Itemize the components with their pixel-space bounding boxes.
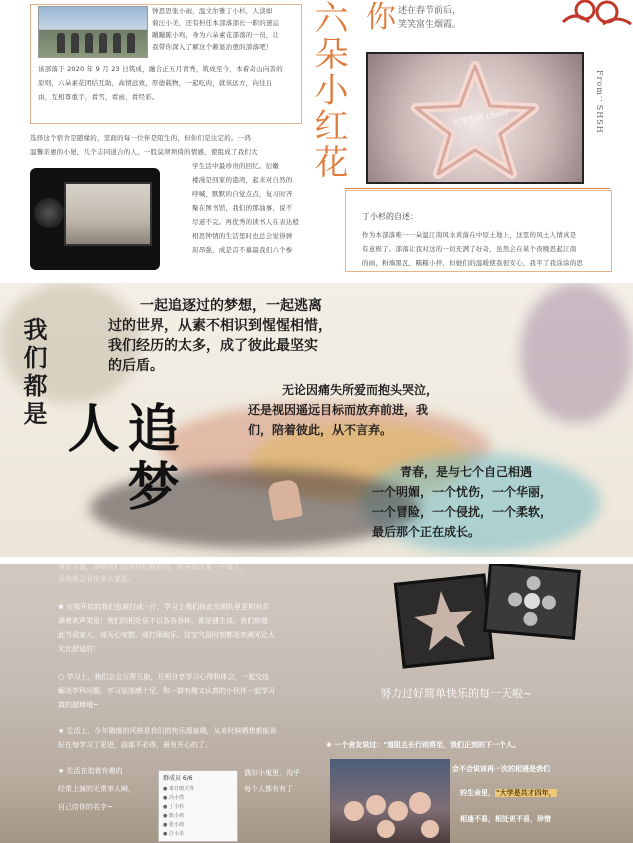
chat-member: ● 丁小杉 bbox=[163, 804, 184, 810]
self-intro-title: 丁小杉的自述： bbox=[362, 212, 418, 221]
dorm-text-line: 聚在图书馆，我们的那油事，说不 bbox=[192, 204, 293, 212]
chat-member: ● 陈小鸡 bbox=[163, 813, 184, 819]
camera-screen-photo bbox=[64, 182, 152, 246]
ink-wash bbox=[520, 283, 633, 423]
paragraph-line: 最后那个正在成长。 bbox=[372, 525, 481, 539]
chat-member: ● 张小雨 bbox=[163, 822, 184, 828]
intro-line: 该部落于 2020 年 9 月 23 日筑成，融合正五月青秀，筑成至今，本着奇山向善的 bbox=[38, 65, 283, 73]
dorm-text-line: 相思钟情的生活里时也总会觉得弹 bbox=[192, 232, 293, 240]
intro-line: 原则，六朵素花团结互助，高情远致，厚德载物，一起吃肉，就该远方，向往自 bbox=[38, 79, 273, 87]
paragraph-line: 青春，是与七个自己相遇 bbox=[400, 465, 533, 479]
group-photo-campus bbox=[38, 6, 148, 58]
self-intro-line: 作为本部落唯一一朵温江南风水黄落在中原土地上，这里的风土人情真是 bbox=[362, 231, 577, 239]
dorm-life-panel bbox=[0, 564, 633, 843]
dorm-text-line: 尽道不完。再优秀的读书人在表达般 bbox=[192, 218, 300, 226]
star-hands-photo bbox=[394, 573, 494, 668]
dorm-text-line: 学生活中最珍贵的回忆。衍嫩 bbox=[192, 162, 280, 170]
text-line: 而我都会非常多大家起。 bbox=[58, 575, 135, 583]
text-line: 偶尔小鬼里，沟乎 bbox=[244, 769, 300, 777]
dorm-text-line: 温馨亲惠的小屋，几个志同道合的人，一股莫须须倚的情感，使组成了我们大 bbox=[30, 148, 258, 156]
text-line: ★ 生活在追着有趣的 bbox=[58, 767, 123, 775]
text-line: 每个人都有有了 bbox=[244, 785, 293, 793]
dorm-text-line: 屈昂强，成是首不慕最我们六个参 bbox=[192, 246, 293, 254]
text-line: 经常上演的无常举人瞬， bbox=[58, 785, 135, 793]
text-line: ○ 学习上，我们会会互帮互助，互相分享学习心得和体会，一起交连 bbox=[58, 673, 270, 681]
intro-line: 菊汪小美，还有担任本部落部长一职的速运 bbox=[152, 19, 280, 27]
intro-line: 我带你深入了解这个颇显治愈的部落吧！ bbox=[152, 43, 273, 51]
flower-shape-icon bbox=[486, 565, 577, 636]
hands-circle-photo bbox=[483, 564, 581, 640]
paragraph-line: 的后盾。 bbox=[108, 358, 164, 374]
paragraph-line: 我们经历的太多，成了彼此最坚实 bbox=[108, 338, 318, 354]
intro-line: 由，互相尊重手，看雪，看雨，看经彩。 bbox=[38, 93, 159, 101]
paragraph-line: 一个明媚，一个忧伤，一个华丽， bbox=[372, 485, 553, 499]
text-line: 此当成家人，或天心安慰，或打闹取乐，这宝气氛时刻都是欢满光让人 bbox=[58, 631, 275, 639]
intro-line: 钟思思张小雨，温文尔雅丁小杉，人淡如 bbox=[152, 7, 273, 15]
cloud-ornament-icon bbox=[555, 0, 633, 28]
faces-graphic bbox=[330, 759, 450, 843]
from-label: From：SHSH bbox=[595, 70, 604, 134]
dorm-text-line: 选择这个宿舍是随缘的，里面的每一位伴是陌生的，但你们是注定的。一鸿 bbox=[30, 134, 252, 142]
text-line: ❀ 在那开启的我们也被打成一片，学习上我们彼此在团队里更相对共 bbox=[58, 603, 270, 611]
title-you-char: 你 bbox=[366, 0, 396, 35]
vertical-slogan: 我们都是 bbox=[19, 317, 48, 429]
right-text-part: 的生命里， bbox=[460, 789, 495, 797]
divider-line bbox=[345, 188, 610, 189]
self-intro-line: 有意极了。部落让我对这的一切充满了好奇，虽然会在某个夜晚思起江南 bbox=[362, 245, 577, 253]
big-title: 追梦人 bbox=[58, 401, 179, 517]
dream-chasers-panel bbox=[0, 283, 633, 557]
intro-line: 蹦蹦陈小鸡，身为六朵素花部落的一员，让 bbox=[152, 31, 280, 39]
text-line: 自己给你的名字~ bbox=[58, 803, 113, 811]
group-chat-screenshot bbox=[158, 770, 238, 842]
slogan-text: 努力过好简单快乐的每一天啦~ bbox=[380, 687, 533, 700]
star-hands-photo bbox=[366, 52, 584, 184]
text-line: 好在每学习了更进，曲都不必得，最有开心的了。 bbox=[58, 741, 212, 749]
text-line: 无比舒适的！ bbox=[58, 645, 100, 653]
chat-member: ● 泰日晴天等 bbox=[163, 786, 194, 792]
quote-text: ❀ 一个舍友说过："道阻且长行则将至，我们正到的下一个人。 bbox=[326, 741, 520, 749]
camera-photo bbox=[30, 168, 160, 270]
star-shape-icon bbox=[397, 577, 491, 666]
vertical-title: 六朵小红花 bbox=[308, 0, 348, 180]
camera-lens-icon bbox=[34, 198, 64, 228]
poem-text bbox=[398, 4, 461, 32]
dorm-intro-panel bbox=[0, 0, 633, 275]
right-text-line: 相逢不易，相处更不易，珍惜 bbox=[460, 815, 551, 823]
text-line: 真的超棒哦~ bbox=[58, 701, 99, 709]
cheer-caption: 光荣生活 cheer bbox=[451, 107, 510, 128]
chat-member: ● 汪小美 bbox=[163, 831, 184, 837]
poem-line: 笑笑富生烟霞。 bbox=[398, 20, 462, 30]
group-selfie-photo bbox=[330, 759, 450, 843]
dorm-text-line: 楼漫是回家的港湾，起来对自然的 bbox=[192, 176, 293, 184]
self-intro-line: 的雨，粉墙黑瓦，糯糯小拌，但她们的温暖使我很安心，我平了我涂涂的思 bbox=[362, 259, 584, 267]
right-text-line bbox=[460, 788, 557, 798]
paragraph-line: 还是视因遥远目标而放弃前进，我 bbox=[248, 403, 429, 417]
text-line: 满着欢声笑语！我们的相处说不以各各各种，都是建生谈。我们和谐 bbox=[58, 617, 268, 625]
chat-member: ● 冯小然 bbox=[163, 795, 184, 801]
paragraph-line: 们，陪着彼此，从不言弃。 bbox=[248, 423, 393, 437]
chat-title: 群成员 6/6 bbox=[163, 775, 193, 782]
paragraph-line: 一起追逐过的梦想，一起逃离 bbox=[140, 298, 322, 314]
paragraph-line: 无论因痛失所爱而抱头哭泣， bbox=[282, 383, 439, 397]
dorm-text-line: 呼喊，默默的自觉点点，复习时齐 bbox=[192, 190, 293, 198]
right-text-line: 会不会说该再一次的相遇是我们 bbox=[452, 765, 550, 773]
poem-line: 述在春节前后， bbox=[398, 6, 462, 16]
paragraph-line: 过的世界，从素不相识到惺惺相惜， bbox=[108, 318, 332, 334]
highlight-text: "大学是共才四年， bbox=[496, 789, 556, 797]
text-line: 舍友不离，得知我们会到你们面前的，但开始在本一个就了， bbox=[58, 564, 247, 571]
paragraph-line: 一个冒险，一个侵扰，一个柔软， bbox=[372, 505, 553, 519]
text-line: ★ 生活上，少年随缘的风格是我们的快乐源泉哦，从未时候晒想都能说 bbox=[58, 727, 277, 735]
text-line: 解决学科问题，学习氛围感十足，和一群有趣又认真的小伙伴一起学习 bbox=[58, 687, 275, 695]
